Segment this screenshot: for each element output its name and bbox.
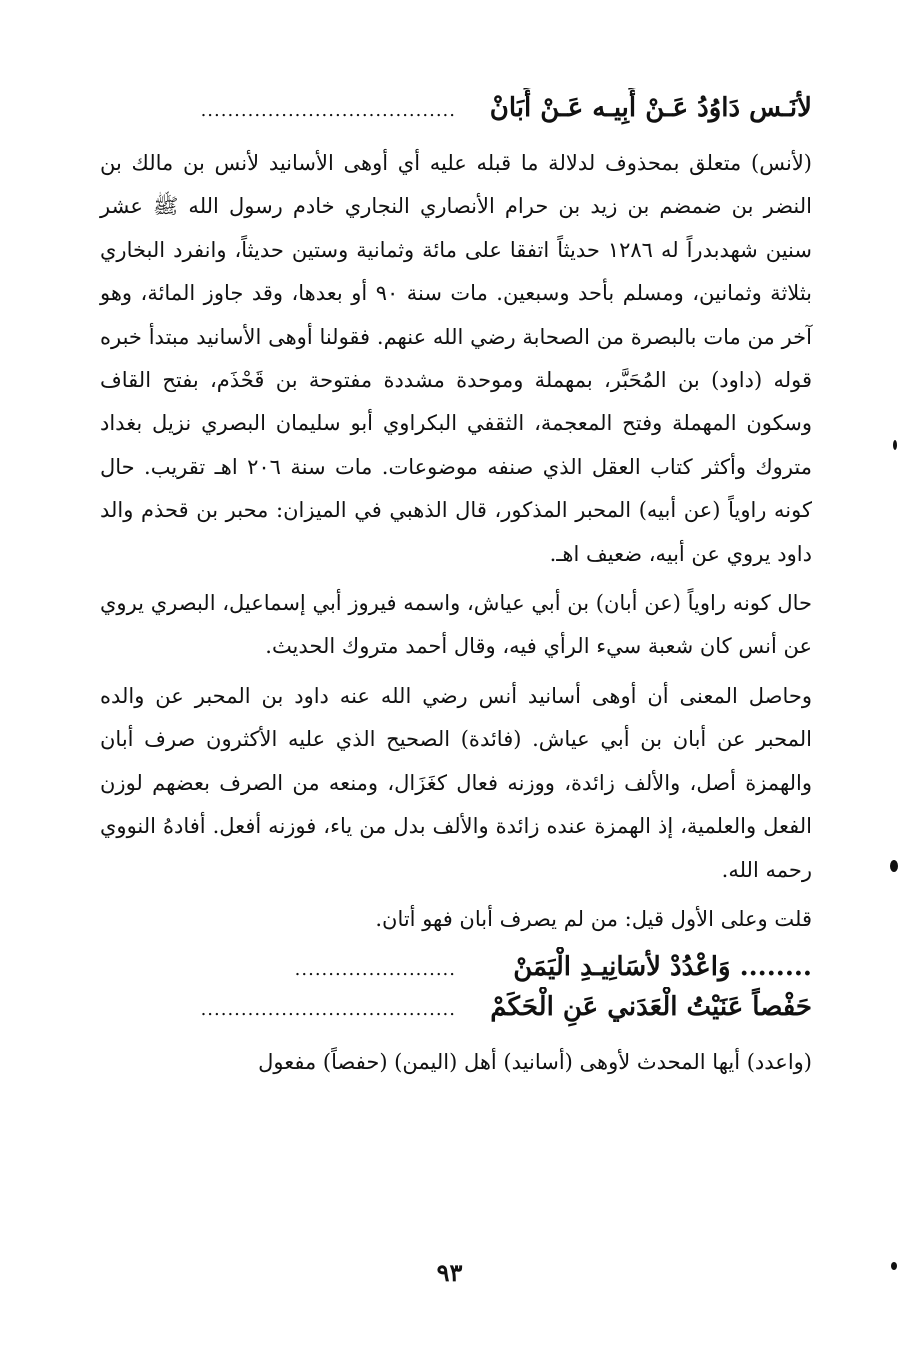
commentary-paragraph-4 bbox=[100, 898, 812, 941]
verse-2-dots: ........................ bbox=[294, 959, 456, 981]
verse-line-2 bbox=[100, 947, 812, 987]
verse-3-text: حَفْصاً عَنَيْتُ الْعَدَني عَنِ الْحَكَمْ bbox=[490, 992, 812, 1023]
verse-line-3 bbox=[100, 987, 812, 1027]
paragraph-text: (واعدد) أيها المحدث لأوهى (أسانيد) أهل (اليمن) (حفصاً) مفعول bbox=[258, 1050, 812, 1075]
paragraph-text: وحاصل المعنى أن أوهى أسانيد أنس رضي الله عنه داود بن المحبر عن والده المحبر عن أبان بن أبي عياش. (فائدة) الصحيح الذي عليه الأكثرون صرف أبان والهمزة أصل، والألف زائدة، ووزنه فعال كغَزَال، ومنعه من الصرف بعضهم لوزن الفعل والعلمية، إذ الهمزة عنده زائدة والألف بدل من ياء، فوزنه أفعل. أفادهُ النووي رحمه الله. bbox=[100, 683, 812, 882]
commentary-paragraph-5 bbox=[100, 1041, 812, 1084]
verse-line-1 bbox=[100, 88, 812, 128]
page-number: ٩٣ bbox=[436, 1258, 463, 1287]
verse-2-text: ........ وَاعْدُدْ لأسَانِيـدِ الْيَمَنْ bbox=[513, 952, 812, 983]
paragraph-text: (لأنس) متعلق بمحذوف لدلالة ما قبله عليه أي أوهى الأسانيد لأنس بن مالك بن النضر بن ضمضم بن زيد بن حرام الأنصاري النجاري خادم رسول الله ﷺ عشر سنين شهدبدراً له ١٢٨٦ حديثاً اتفقا على مائة وثمانية وستين حديثاً، وانفرد البخاري بثلاثة وثمانين، ومسلم بأحد وسبعين. مات سنة ٩٠ أو بعدها، وقد جاوز المائة، وهو آخر من مات بالبصرة من الصحابة رضي الله عنهم. فقولنا أوهى الأسانيد مبتدأ خبره قوله (داود) بن المُحَبَّر، بمهملة وموحدة مشددة مفتوحة بن قَحْذَم، بفتح القاف وسكون المهملة وفتح المعجمة، الثقفي البكراوي أبو سليمان البصري نزيل بغداد متروك وأكثر كتاب العقل الذي صنفه موضوعات. مات سنة ٢٠٦ اهـ تقريب. حال كونه راوياً (عن أبيه) المحبر المذكور، قال الذهبي في الميزان: محبر بن قحذم والد داود يروي عن أبيه، ضعيف اهـ. bbox=[100, 151, 813, 566]
page-content bbox=[100, 88, 812, 1085]
margin-mark bbox=[890, 860, 898, 872]
verse-1-text: لأنَـس دَاوُدُ عَـنْ أَبِيـه عَـنْ أَبَانْ bbox=[489, 93, 812, 123]
commentary-paragraph-3 bbox=[100, 675, 812, 892]
verse-3-dots: ...................................... bbox=[200, 999, 456, 1021]
verse-1-dots: ...................................... bbox=[200, 100, 456, 121]
commentary-paragraph-1 bbox=[100, 142, 812, 576]
margin-mark bbox=[893, 440, 897, 450]
commentary-paragraph-2 bbox=[100, 582, 812, 669]
margin-mark bbox=[891, 1262, 897, 1270]
paragraph-text: حال كونه راوياً (عن أبان) بن أبي عياش، واسمه فيروز أبي إسماعيل، البصري يروي عن أنس كان شعبة سيء الرأي فيه، وقال أحمد متروك الحديث. bbox=[100, 591, 812, 659]
paragraph-text: قلت وعلى الأول قيل: من لم يصرف أبان فهو أتان. bbox=[375, 906, 812, 931]
